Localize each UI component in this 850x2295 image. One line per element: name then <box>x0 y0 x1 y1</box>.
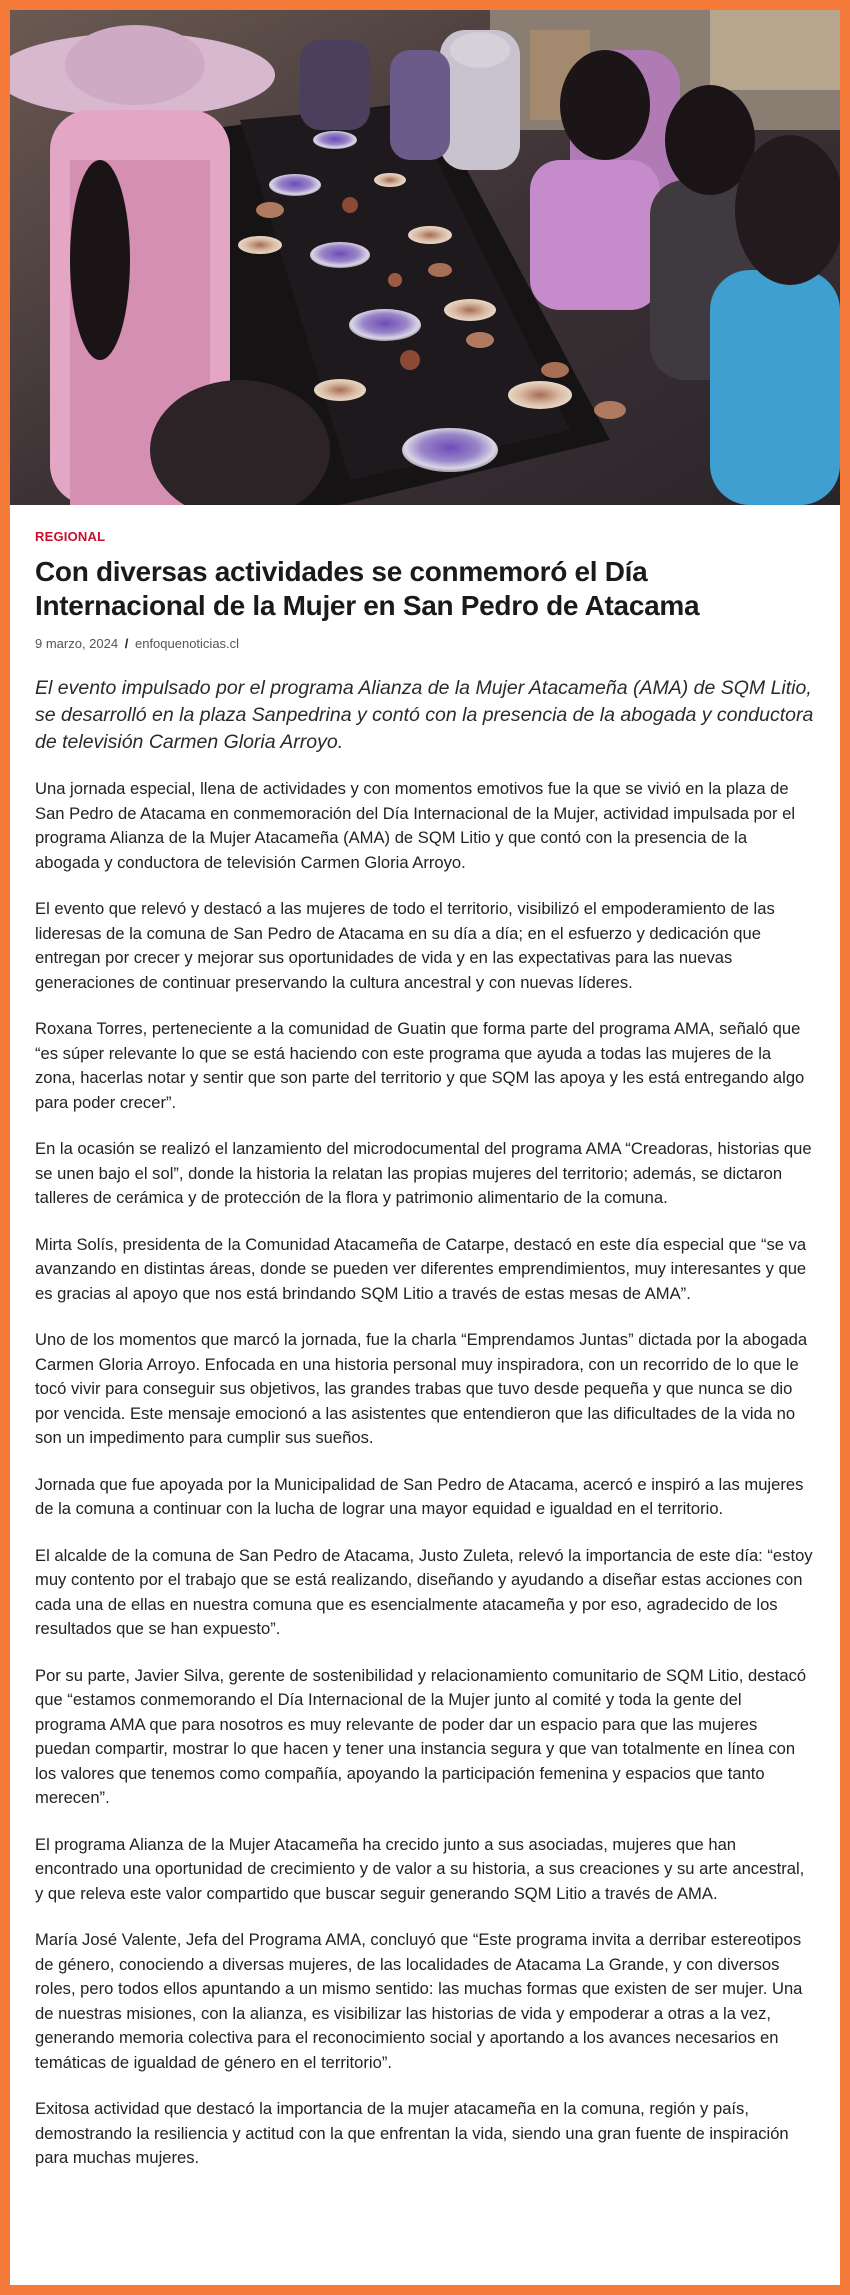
publish-date: 9 marzo, 2024 <box>35 636 119 651</box>
article-lead: El evento impulsado por el programa Alianza de la Mujer Atacameña (AMA) de SQM Litio, se desarrolló en la plaza Sanpedrina y contó con la presencia de la abogada y conductora de televisión Carmen Gloria Arroyo. <box>35 677 814 753</box>
photo-women-pottery-workshop-icon <box>10 10 840 505</box>
body-paragraph: Exitosa actividad que destacó la importancia de la mujer atacameña en la comuna, región y país, demostrando la resiliencia y actitud con la que enfrentan la vida, siendo una gran fuente de inspiración para muchas mujeres. <box>35 2099 789 2167</box>
article-card <box>10 10 840 2285</box>
meta-separator: / <box>124 636 129 651</box>
article-title: Con diversas actividades se conmemoró el Día Internacional de la Mujer en San Pedro de Atacama <box>35 556 700 621</box>
body-paragraph: El programa Alianza de la Mujer Atacameña ha crecido junto a sus asociadas, mujeres que han encontrado una oportunidad de crecimiento y de valor a su historia, a sus creaciones y su arte ancestral, y que releva este valor compartido que buscar seguir generando SQM Litio a través de AMA. <box>35 1834 805 1903</box>
article-body <box>35 777 815 2171</box>
body-paragraph: Una jornada especial, llena de actividades y con momentos emotivos fue la que se vivió en la plaza de San Pedro de Atacama en conmemoración del Día Internacional de la Mujer, actividad impulsada por el programa Alianza de la Mujer Atacameña (AMA) de SQM Litio y que contó con la presencia de la abogada y conductora de televisión Carmen Gloria Arroyo. <box>35 779 796 872</box>
body-paragraph: Por su parte, Javier Silva, gerente de sostenibilidad y relacionamiento comunitario de SQM Litio, destacó que “estamos conmemorando el Día Internacional de la Mujer junto al comité y toda la gente del programa AMA que para nosotros es muy relevante de poder dar un espacio para que las mujeres puedan compartir, mostrar lo que hacen y tener una instancia segura y que van totalmente en línea con los valores que tenemos como compañía, apoyando la participación femenina y espacios que tanto merecen”. <box>35 1665 807 1807</box>
body-paragraph: Mirta Solís, presidenta de la Comunidad Atacameña de Catarpe, destacó en este día especial que “se va avanzando en distintas áreas, donde se pueden ver diferentes emprendimientos, muy interesantes y que es gracias al apoyo que nos está brindando SQM Litio a través de estas mesas de AMA”. <box>35 1234 807 1303</box>
body-paragraph: Roxana Torres, perteneciente a la comunidad de Guatin que forma parte del programa AMA, señaló que “es súper relevante lo que se está haciendo con este programa que ayuda a todas las mujeres de la zona, hacerlas notar y sentir que son parte del territorio y que SQM las apoya y les está entregando algo para poder crecer”. <box>35 1019 805 1112</box>
body-paragraph: En la ocasión se realizó el lanzamiento del microdocumental del programa AMA “Creadoras, historias que se unen bajo el sol”, donde la historia la relatan las propias mujeres del territorio; además, se dictaron talleres de cerámica y de protección de la flora y patrimonio alimentario de la comuna. <box>35 1139 812 1207</box>
article-meta <box>35 635 815 653</box>
article-source: enfoquenoticias.cl <box>134 636 240 651</box>
body-paragraph: El alcalde de la comuna de San Pedro de Atacama, Justo Zuleta, relevó la importancia de este día: “estoy muy contento por el trabajo que se está realizando, diseñando y ayudando a diseñar estas acciones con cada una de ellas en nuestra comuna que es esencialmente atacameña y por eso, agradecido de los resultados que se han expuesto”. <box>35 1545 813 1638</box>
hero-image <box>10 10 840 505</box>
category-label[interactable]: REGIONAL <box>35 529 106 544</box>
body-paragraph: El evento que relevó y destacó a las mujeres de todo el territorio, visibilizó el empoderamiento de las lideresas de la comuna de San Pedro de Atacama en su día a día; en el esfuerzo y dedicación que entregan por crecer y mejorar sus oportunidades de vida y en las expectativas para las nuevas generaciones de continuar preservando la cultura ancestral y con nuevas líderes. <box>35 899 775 992</box>
body-paragraph: María José Valente, Jefa del Programa AMA, concluyó que “Este programa invita a derribar estereotipos de género, conociendo a diversas mujeres, de las localidades de Atacama La Grande, y con diversos roles, pero todos ellos apuntando a un mismo sentido: las muchas formas que existen de ser mujer. Una de nuestras misiones, con la alianza, es visibilizar las historias de vida y empoderar a otras a la vez, generando memoria colectiva para el reconocimiento social y aportando a los avances necesarios en temáticas de igualdad de género en el territorio”. <box>35 1930 803 2072</box>
body-paragraph: Jornada que fue apoyada por la Municipalidad de San Pedro de Atacama, acercó e inspiró a las mujeres de la comuna a continuar con la lucha de lograr una mayor equidad e igualdad en el territorio. <box>35 1474 804 1518</box>
article-content <box>10 505 840 2171</box>
body-paragraph: Uno de los momentos que marcó la jornada, fue la charla “Emprendamos Juntas” dictada por la abogada Carmen Gloria Arroyo. Enfocada en una historia personal muy inspiradora, con un recorrido de lo que le tocó vivir para conseguir sus objetivos, las grandes trabas que tuvo desde pequeña y que nunca se dio por vencida. Este mensaje emocionó a las asistentes que entendieron que las dificultades de la vida no son un impedimento para cumplir sus sueños. <box>35 1330 808 1447</box>
